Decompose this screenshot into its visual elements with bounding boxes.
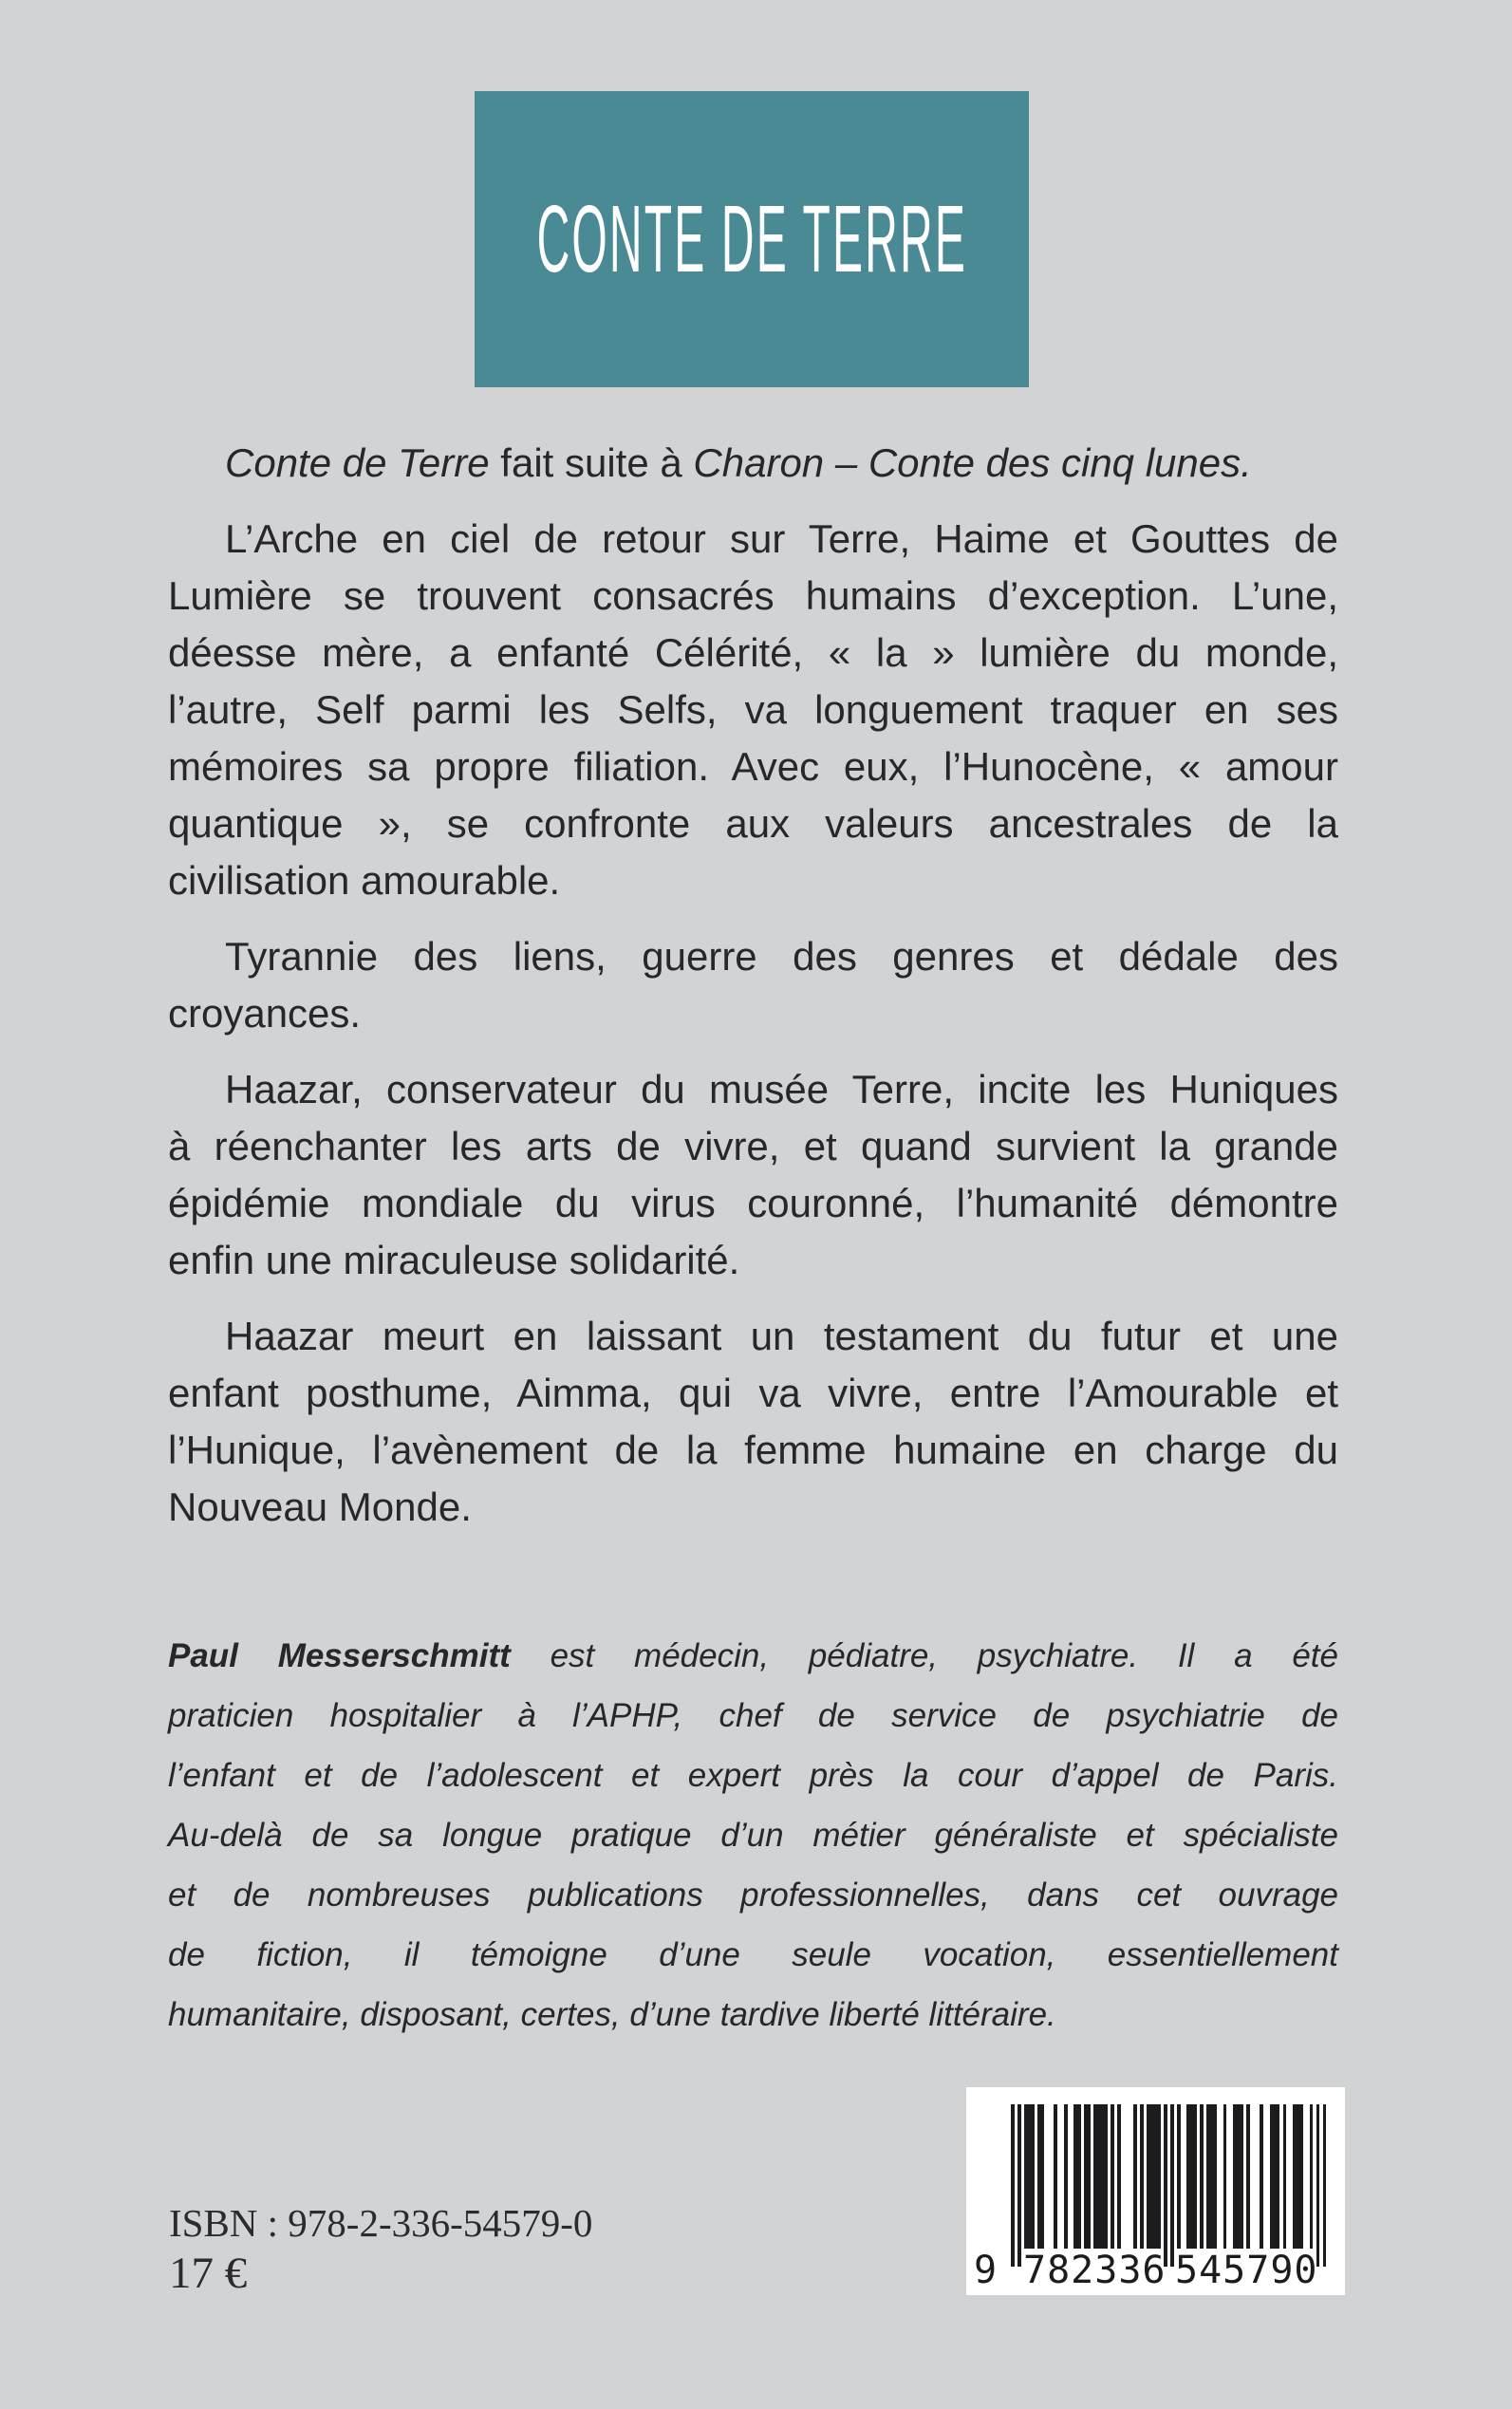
text-line: croyances. <box>168 991 362 1036</box>
synopsis-text <box>168 435 1338 1536</box>
paragraph <box>168 511 1338 909</box>
text-line: Tyrannie des liens, guerre des genres et dédale des <box>225 934 1338 979</box>
text-segment: fait suite à <box>489 440 694 485</box>
text-line: déesse mère, a enfanté Célérité, « la » lumière du monde, <box>168 630 1338 675</box>
paragraph <box>168 1061 1338 1289</box>
text-line: de fiction, il témoigne d’une seule vocation, essentiellement <box>168 1936 1338 1973</box>
text-line: mémoires sa propre filiation. Avec eux, l’Hunocène, « amour <box>168 744 1338 789</box>
text-segment: Conte de Terre <box>225 440 490 485</box>
text-line: humanitaire, disposant, certes, d’une tardive liberté littéraire. <box>168 1996 1056 2033</box>
price-text: 17 € <box>169 2249 248 2298</box>
text-line: Nouveau Monde. <box>168 1485 472 1529</box>
text-line: Lumière se trouvent consacrés humains d’exception. L’une, <box>168 573 1338 618</box>
text-segment: est médecin, pédiatre, psychiatre. Il a été <box>510 1637 1338 1674</box>
book-title: CONTE DE TERRE <box>536 186 967 292</box>
text-segment: Charon – Conte des cinq lunes. <box>693 440 1252 485</box>
barcode-digits-group1: 782336 <box>1023 2249 1167 2292</box>
paragraph <box>168 1308 1338 1536</box>
text-line: enfin une miraculeuse solidarité. <box>168 1238 740 1282</box>
paragraph <box>168 435 1338 492</box>
text-line: civilisation amourable. <box>168 858 561 903</box>
text-line: l’Hunique, l’avènement de la femme humaine en charge du <box>168 1428 1338 1472</box>
barcode-digits-group2: 545790 <box>1175 2249 1318 2292</box>
paragraph <box>168 1626 1338 2045</box>
text-line: l’autre, Self parmi les Selfs, va longuement traquer en ses <box>168 687 1338 732</box>
text-line: Au-delà de sa longue pratique d’un métier généraliste et spécialiste <box>168 1817 1338 1854</box>
text-segment: Paul Messerschmitt <box>168 1637 511 1674</box>
text-line: L’Arche en ciel de retour sur Terre, Haime et Gouttes de <box>225 516 1338 561</box>
text-line: à réenchanter les arts de vivre, et quand survient la grande <box>168 1124 1338 1168</box>
text-line: praticien hospitalier à l’APHP, chef de service de psychiatrie de <box>168 1697 1338 1734</box>
author-bio-text <box>168 1626 1338 2045</box>
text-line: quantique », se confronte aux valeurs ancestrales de la <box>168 801 1338 846</box>
text-line: enfant posthume, Aimma, qui va vivre, entre l’Amourable et <box>168 1371 1338 1415</box>
text-line: Haazar, conservateur du musée Terre, incite les Huniques <box>225 1067 1338 1111</box>
barcode <box>966 2087 1345 2295</box>
title-banner <box>475 91 1029 387</box>
text-line: Haazar meurt en laissant un testament du futur et une <box>225 1314 1338 1358</box>
text-line: l’enfant et de l’adolescent et expert près la cour d’appel de Paris. <box>168 1757 1338 1794</box>
text-line: et de nombreuses publications professionnelles, dans cet ouvrage <box>168 1877 1338 1914</box>
text-line: épidémie mondiale du virus couronné, l’humanité démontre <box>168 1181 1338 1225</box>
text-line <box>168 1626 1338 1686</box>
paragraph <box>168 928 1338 1042</box>
barcode-digit-left: 9 <box>974 2249 998 2292</box>
isbn-text: ISBN : 978-2-336-54579-0 <box>169 2201 593 2245</box>
text-line <box>168 435 1338 492</box>
